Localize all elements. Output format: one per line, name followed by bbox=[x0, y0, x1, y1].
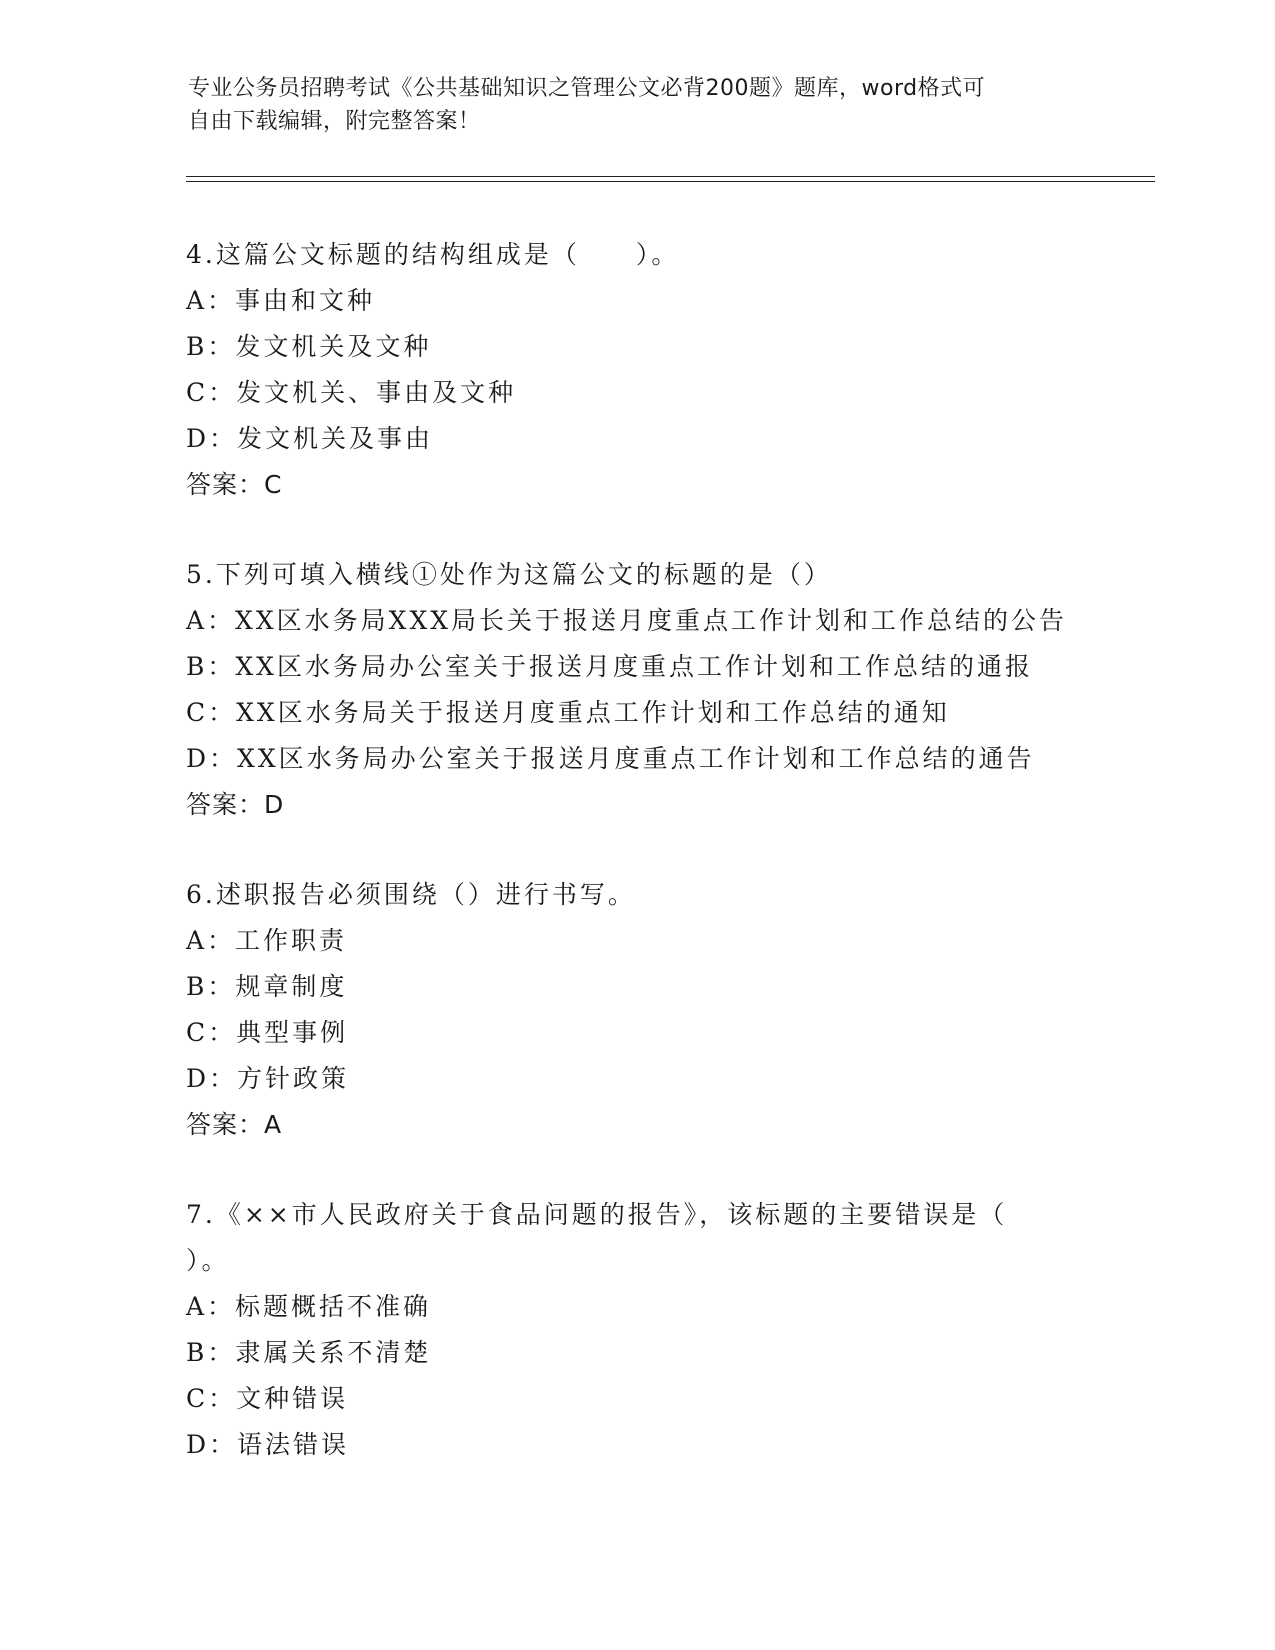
option-b: B：隶属关系不清楚 bbox=[186, 1338, 432, 1367]
option-d: D：方针政策 bbox=[186, 1064, 350, 1093]
option-c: C：XX区水务局关于报送月度重点工作计划和工作总结的通知 bbox=[186, 698, 950, 727]
question-6 bbox=[186, 872, 1086, 1148]
option-a: A：事由和文种 bbox=[186, 286, 376, 315]
option-a: A：XX区水务局XXX局长关于报送月度重点工作计划和工作总结的公告 bbox=[186, 606, 1068, 635]
question-stem: 4.这篇公文标题的结构组成是（ ）。 bbox=[186, 240, 680, 269]
header-line-2: 自由下载编辑，附完整答案！ bbox=[188, 109, 481, 134]
option-b: B：规章制度 bbox=[186, 972, 348, 1001]
question-stem-line-2: ）。 bbox=[186, 1246, 230, 1275]
question-stem: 5.下列可填入横线①处作为这篇公文的标题的是（） bbox=[186, 560, 832, 589]
option-c: C：文种错误 bbox=[186, 1384, 349, 1413]
question-stem: 6.述职报告必须围绕（）进行书写。 bbox=[186, 880, 636, 909]
option-a: A：工作职责 bbox=[186, 926, 348, 955]
option-c: C：典型事例 bbox=[186, 1018, 349, 1047]
option-d: D：XX区水务局办公室关于报送月度重点工作计划和工作总结的通告 bbox=[186, 744, 1035, 773]
option-d: D：发文机关及事由 bbox=[186, 424, 434, 453]
option-c: C：发文机关、事由及文种 bbox=[186, 378, 517, 407]
option-d: D：语法错误 bbox=[186, 1430, 350, 1459]
option-a: A：标题概括不准确 bbox=[186, 1292, 432, 1321]
question-stem-line-1: 7.《××市人民政府关于食品问题的报告》，该标题的主要错误是（ bbox=[186, 1200, 1008, 1229]
header-divider-bottom bbox=[186, 181, 1155, 182]
answer: 答案：D bbox=[186, 790, 285, 819]
question-4 bbox=[186, 232, 1086, 508]
document-header bbox=[188, 72, 1088, 138]
header-divider-top bbox=[186, 176, 1155, 177]
option-b: B：XX区水务局办公室关于报送月度重点工作计划和工作总结的通报 bbox=[186, 652, 1033, 681]
question-7 bbox=[186, 1192, 1086, 1468]
answer: 答案：A bbox=[186, 1110, 283, 1139]
question-5 bbox=[186, 552, 1086, 828]
answer: 答案：C bbox=[186, 470, 283, 499]
option-b: B：发文机关及文种 bbox=[186, 332, 432, 361]
header-line-1: 专业公务员招聘考试《公共基础知识之管理公文必背200题》题库，word格式可 bbox=[188, 76, 986, 101]
